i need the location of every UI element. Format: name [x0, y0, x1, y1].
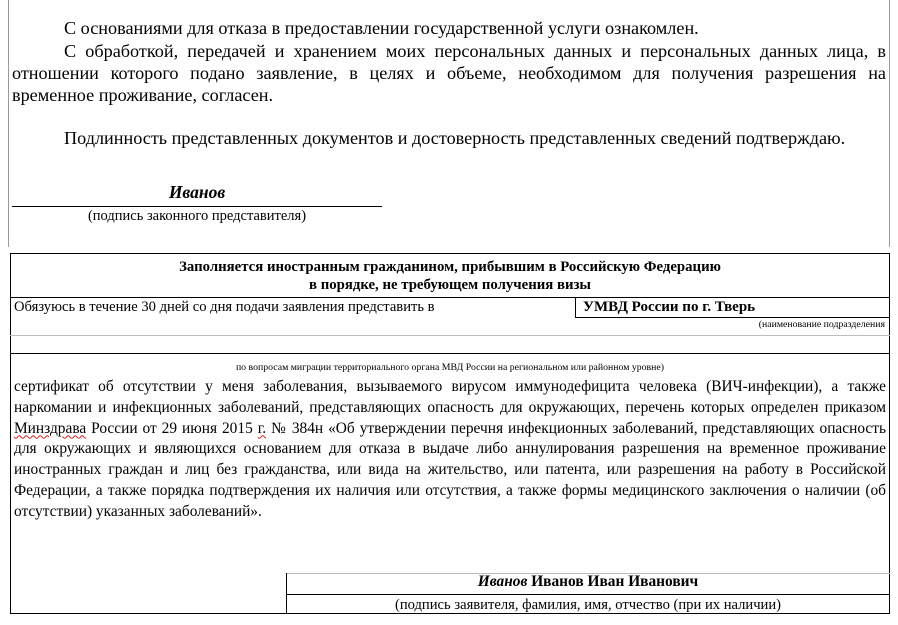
- representative-signature-line: [12, 206, 382, 207]
- consent-paragraph-personal-data: С обработкой, передачей и хранением моих персональных данных и персональных данных лица, в отношении которого подано заявление, в целях и объеме, необходимом для получения разрешения на временное проживание, согласен.: [12, 41, 886, 105]
- applicant-signature-row: [286, 573, 890, 591]
- department-cell-divider: [575, 297, 576, 318]
- consent-paragraph-grounds: С основаниями для отказа в предоставлении государственной услуги ознакомлен.: [64, 18, 699, 38]
- section-heading-line1: Заполняется иностранным гражданином, прибывшим в Российскую Федерацию: [179, 259, 721, 275]
- applicant-name: Иванов Иван Иванович: [531, 573, 699, 590]
- applicant-caption: (подпись заявителя, фамилия, имя, отчество (при их наличии): [394, 597, 782, 613]
- applicant-signature-line: [286, 594, 890, 595]
- page-frame-left: [8, 0, 9, 247]
- applicant-signature: Иванов: [477, 573, 528, 590]
- section-heading-line2: в порядке, не требующем получения визы: [309, 277, 591, 293]
- department-underline: [575, 317, 890, 318]
- obligation-text: Обязуюсь в течение 30 дней со дня подачи заявления представить в: [14, 299, 435, 315]
- department-caption: (наименование подразделения: [758, 319, 885, 330]
- department-field: УМВД России по г. Тверь: [583, 299, 756, 315]
- year-abbreviation: г.: [257, 419, 267, 437]
- certificate-text-part1: сертификат об отсутствии у меня заболевания, вызываемого вирусом иммунодефицита человека (ВИЧ-инфекции), а также наркомании и инфекционных заболеваний, представляющих опасность для окружающих, перечень которых определен приказом: [14, 378, 886, 416]
- certificate-paragraph: [14, 377, 886, 523]
- grid-line-2: [10, 353, 890, 354]
- migration-caption: по вопросам миграции территориального органа МВД России на региональном или районном уровне): [235, 362, 665, 373]
- consent-paragraph-authenticity: Подлинность представленных документов и достоверность представленных сведений подтверждаю.: [64, 128, 846, 148]
- representative-signature-caption: (подпись законного представителя): [87, 208, 307, 224]
- page-frame-right: [889, 0, 890, 247]
- certificate-text-part2: России от 29 июня 2015: [91, 419, 253, 437]
- grid-line-1: [10, 335, 890, 336]
- ministry-word: Минздрава: [14, 419, 87, 437]
- representative-signature: Иванов: [168, 182, 226, 202]
- certificate-text-part3: № 384н «Об утверждении перечня инфекционных заболеваний, представляющих опасность для окружающих и являющихся основанием для отказа в выдаче либо аннулирования разрешения на временное проживание иностранных граждан и лиц без гражданства, или вида на жительство, или патента, или разрешения на работу в Российской Федерации, а также порядка подтверждения их наличия или отсутствия, а также формы медицинского заключения о наличии (об отсутствии) указанных заболеваний».: [14, 419, 886, 520]
